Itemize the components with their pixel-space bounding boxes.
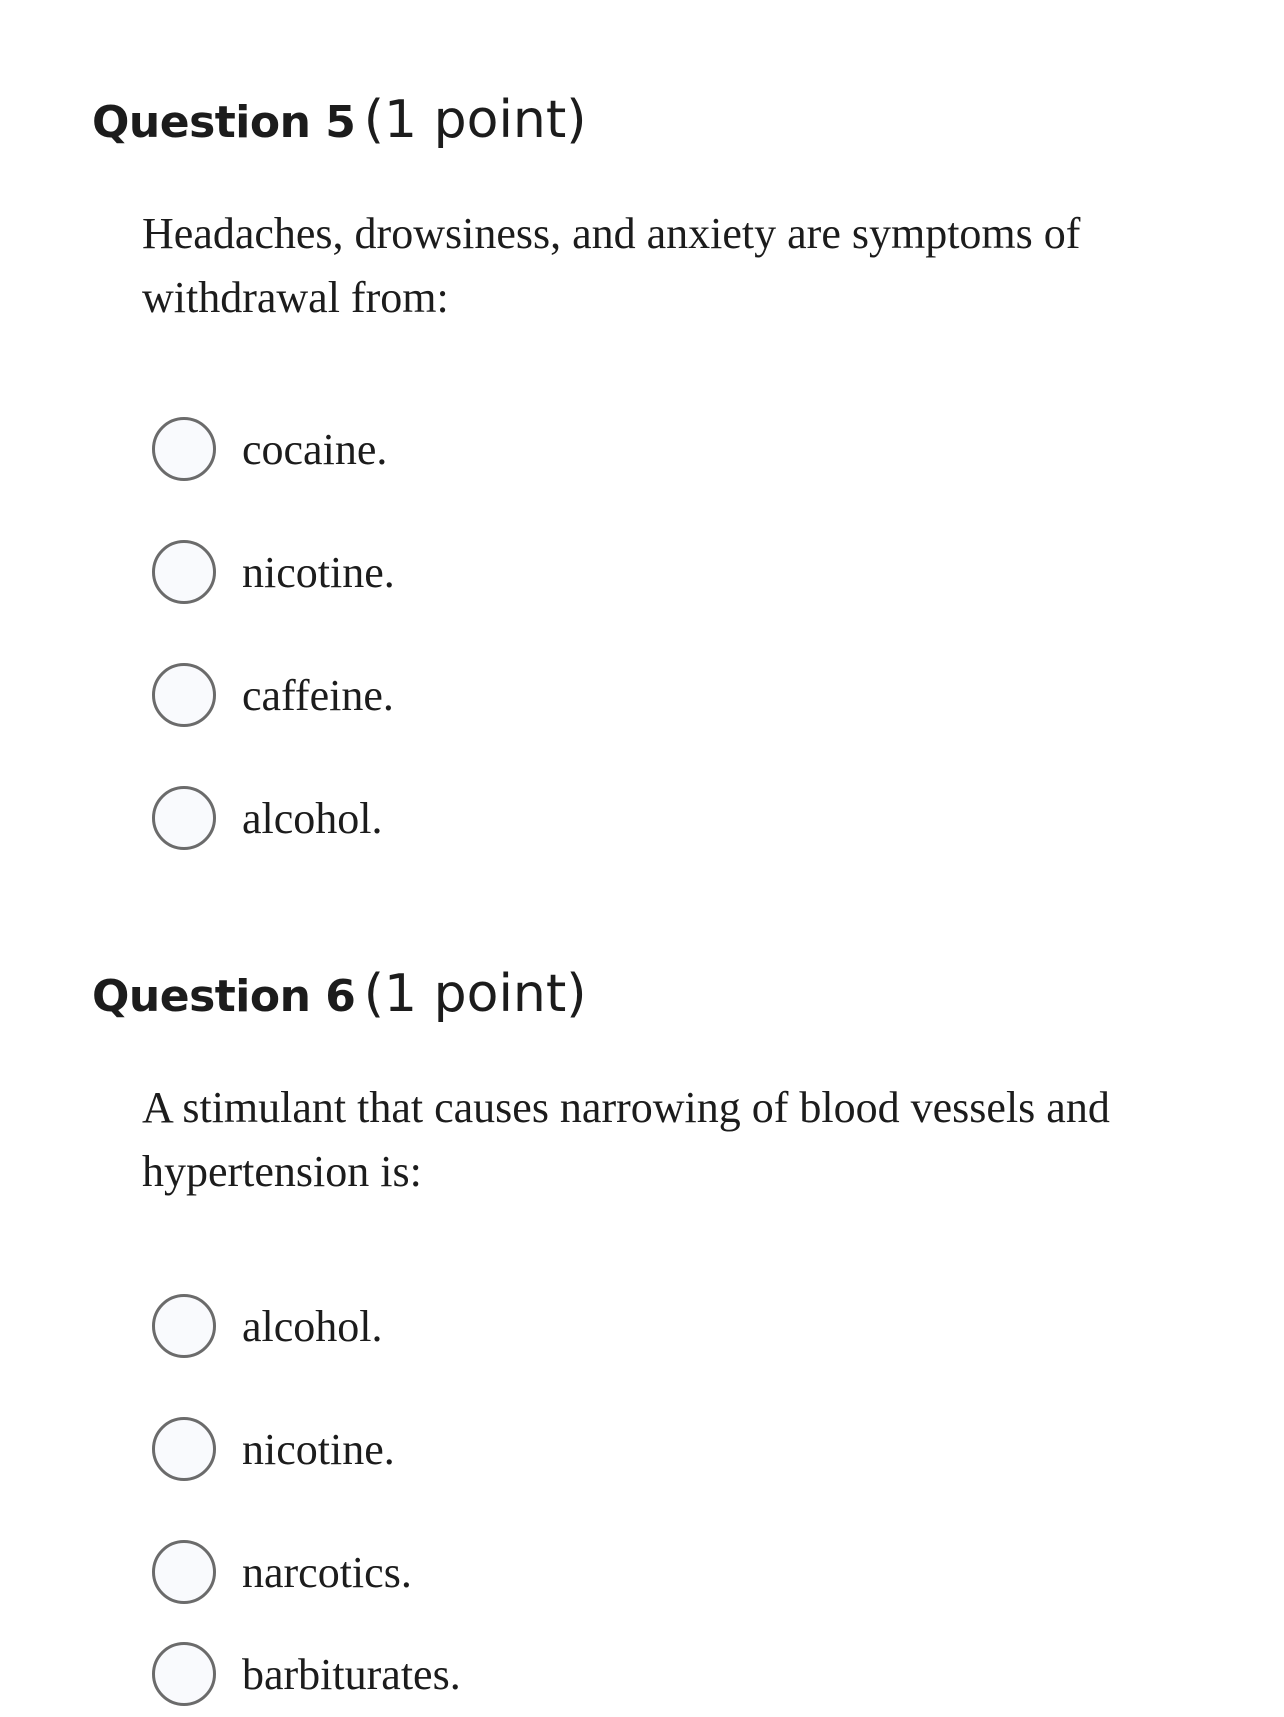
answer-option[interactable] (152, 782, 383, 854)
question-title (92, 964, 587, 1024)
answer-option[interactable] (152, 413, 387, 485)
option-label: alcohol. (242, 1301, 383, 1351)
radio-button[interactable] (152, 663, 216, 727)
option-label: cocaine. (242, 424, 388, 474)
answer-option[interactable] (152, 659, 394, 731)
answer-option[interactable] (152, 1536, 412, 1608)
question-label: Question 6 (92, 971, 356, 1022)
option-label: barbiturates. (242, 1649, 461, 1699)
option-label: nicotine. (242, 547, 395, 597)
option-label: narcotics. (242, 1547, 412, 1597)
question-text: A stimulant that causes narrowing of blood vessels and hypertension is: (142, 1083, 1110, 1196)
answer-option[interactable] (152, 1638, 461, 1710)
radio-button[interactable] (152, 786, 216, 850)
option-label: nicotine. (242, 1424, 395, 1474)
question-title (92, 90, 587, 150)
option-label: caffeine. (242, 670, 394, 720)
radio-button[interactable] (152, 1294, 216, 1358)
option-label: alcohol. (242, 793, 383, 843)
radio-button[interactable] (152, 1642, 216, 1706)
answer-option[interactable] (152, 1413, 395, 1485)
answer-option[interactable] (152, 1290, 383, 1362)
radio-button[interactable] (152, 417, 216, 481)
answer-option[interactable] (152, 536, 395, 608)
radio-button[interactable] (152, 1540, 216, 1604)
question-label: Question 5 (92, 97, 356, 148)
question-points: (1 point) (363, 90, 587, 150)
radio-button[interactable] (152, 1417, 216, 1481)
radio-button[interactable] (152, 540, 216, 604)
question-points: (1 point) (363, 964, 587, 1024)
question-text: Headaches, drowsiness, and anxiety are symptoms of withdrawal from: (142, 209, 1081, 322)
